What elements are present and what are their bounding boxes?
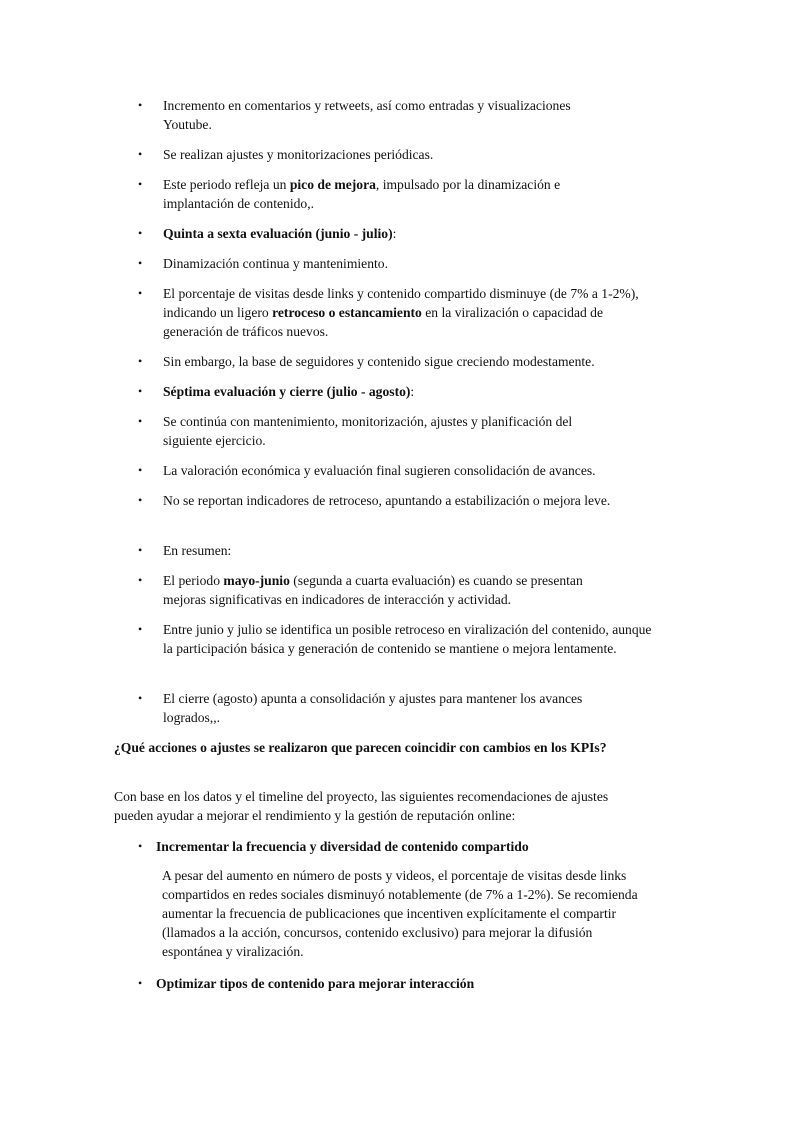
bullet-marker: •: [138, 463, 143, 477]
bullet-marker: •: [138, 976, 143, 990]
bullet-marker: •: [138, 354, 143, 368]
bullet-marker: •: [138, 414, 143, 428]
bullet-marker: •: [138, 493, 143, 507]
document-page: • Incremento en comentarios y retweets, así como entradas y visualizaciones Youtube. • Se realizan ajustes y monitorizaciones periódicas. • Este periodo refleja un pico de mejora, impulsado por la dinamización e implantación de contenido,. • Quinta a sexta evaluación (junio - julio): • Dinamización continua y mantenimiento. • El porcentaje de visitas desde links y contenido compartido disminuye (de 7% a 1-2%), indicando un ligero retroceso o estancamiento en la viralización o capacidad de generación de tráficos nuevos. • Sin embargo, la base de seguidores y contenido sigue creciendo modestamente. • Séptima evaluación y cierre (julio - agosto): • Se continúa con mantenimiento, monitorización, ajustes y planificación del siguiente ejercicio. • La valoración económica y evaluación final sugieren consolidación de avances. • No se reportan indicadores de retroceso, apuntando a estabilización o mejora leve. • En resumen: • El periodo mayo-junio (segunda a cuarta evaluación) es cuando se presentan mejoras significativas en indicadores de interacción y actividad. • Entre junio y julio se identifica un posible retroceso en viralización del contenido, aunque la participación básica y generación de contenido se mantiene o mejora lentamente. • El cierre (agosto) apunta a consolidación y ajustes para mantener los avances logrados,,. ¿Qué acciones o ajustes se realizaron que parecen coincidir con cambios en los KPIs? Con base en los datos y el timeline del proyecto, las siguientes recomendaciones de ajustes pueden ayudar a mejorar el rendimiento y la gestión de reputación online: • Incrementar la frecuencia y diversidad de contenido compartido A pesar del aumento en número de posts y videos, el porcentaje de visitas desde links compartidos en redes sociales disminuyó notablemente (de 7% a 1-2%). Se recomienda aumentar la frecuencia de publicaciones que incentiven explícitamente el compartir (llamados a la acción, concursos, contenido exclusivo) para mejorar la difusión espontánea y viralización. • Optimizar tipos de contenido para mejorar interacción: [0, 0, 795, 1123]
bullet-marker: •: [138, 98, 143, 112]
bullet-marker: •: [138, 622, 143, 636]
bullet-marker: •: [138, 147, 143, 161]
bullet-marker: •: [138, 256, 143, 270]
recommendation-title: Incrementar la frecuencia y diversidad de contenido compartido: [156, 839, 529, 854]
recommendation-title: Optimizar tipos de contenido para mejorar interacción: [156, 976, 475, 991]
intro-paragraph: Con base en los datos y el timeline del proyecto, las siguientes recomendaciones de ajustes pueden ayudar a mejorar el rendimiento y la gestión de reputación online:: [114, 789, 609, 823]
bullet-marker: •: [138, 286, 143, 300]
bullet-marker: •: [138, 384, 143, 398]
bullet-marker: •: [138, 691, 143, 705]
bullet-marker: •: [138, 839, 143, 853]
bullet-marker: •: [138, 573, 143, 587]
recommendation-body: A pesar del aumento en número de posts y videos, el porcentaje de visitas desde links compartidos en redes sociales disminuyó notablemente (de 7% a 1-2%). Se recomienda aumentar la frecuencia de publicaciones que incentiven explícitamente el compartir (llamados a la acción, concursos, contenido exclusivo) para mejorar la difusión espontánea y viralización.: [162, 868, 638, 959]
bullet-marker: •: [138, 177, 143, 191]
section-question-heading: ¿Qué acciones o ajustes se realizaron que parecen coincidir con cambios en los KPIs?: [114, 740, 607, 755]
bullet-marker: •: [138, 543, 143, 557]
bullet-marker: •: [138, 226, 143, 240]
